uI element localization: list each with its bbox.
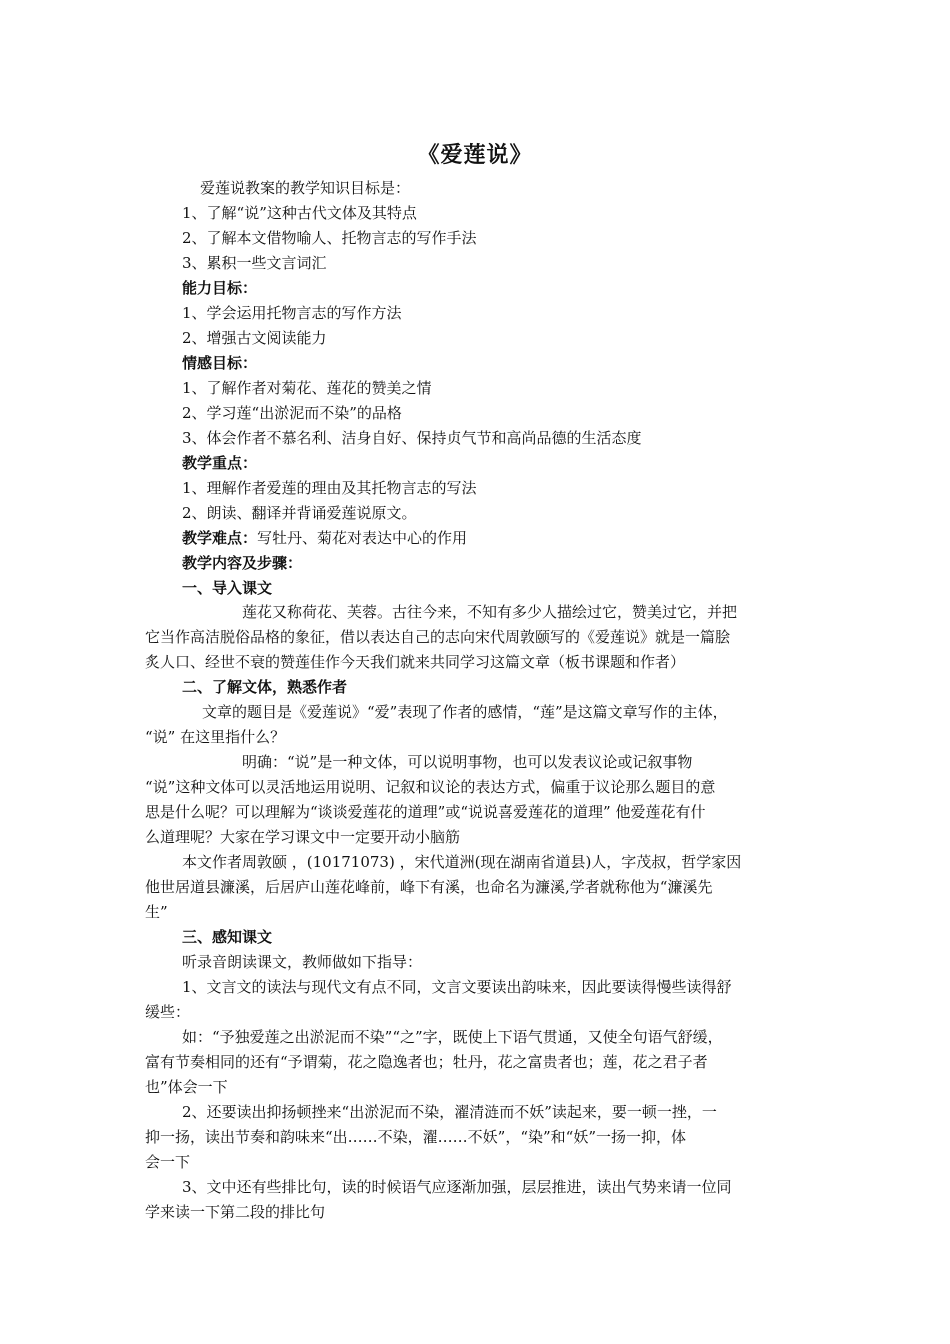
- paragraph-line: “说”这种文体可以灵活地运用说明、记叙和议论的表达方式，偏重于议论那么题目的意: [145, 778, 716, 796]
- paragraph-line: 抑一扬，读出节奏和韵味来“出……不染，濯……不妖”，“染”和“妖”一扬一抑，体: [145, 1128, 687, 1146]
- paragraph-line: 本文作者周敦颐 ，(10171073) ，宋代道洲(现在湖南省道县)人，字茂叔，哲学家因: [182, 853, 742, 871]
- emotion-goal-heading: 情感目标：: [182, 354, 258, 372]
- paragraph-line: 学来读一下第二段的排比句: [145, 1203, 326, 1221]
- paragraph-line: 它当作高洁脱俗品格的象征，借以表达自己的志向宋代周敦颐写的《爱莲说》就是一篇脍: [145, 628, 731, 646]
- content-steps-heading: 教学内容及步骤：: [182, 554, 303, 572]
- page-title: 《爱莲说》: [417, 143, 533, 168]
- paragraph-line: 炙人口、经世不衰的赞莲佳作今天我们就来共同学习这篇文章（板书课题和作者）: [145, 653, 686, 671]
- paragraph-line: 富有节奏相同的还有“予谓菊，花之隐逸者也；牡丹，花之富贵者也；莲，花之君子者: [145, 1053, 708, 1071]
- paragraph-line: 1、文言文的读法与现代文有点不同，文言文要读出韵味来，因此要读得慢些读得舒: [182, 978, 732, 996]
- ability-goal-heading: 能力目标：: [182, 279, 258, 297]
- paragraph-line: 生”: [145, 903, 168, 921]
- ability-goal-1: 1、学会运用托物言志的写作方法: [182, 304, 402, 322]
- paragraph-line: 他世居道县濂溪，后居庐山莲花峰前，峰下有溪，也命名为濂溪,学者就称他为“濂溪先: [145, 878, 713, 896]
- emotion-goal-3: 3、体会作者不慕名利、洁身自好、保持贞气节和高尚品德的生活态度: [182, 429, 642, 447]
- paragraph-line: 听录音朗读课文，教师做如下指导：: [182, 953, 423, 971]
- section-3-heading: 三、感知课文: [182, 928, 273, 946]
- key-points-heading: 教学重点：: [182, 454, 258, 472]
- emotion-goal-1: 1、了解作者对菊花、莲花的赞美之情: [182, 379, 432, 397]
- section-1-heading: 一、导入课文: [182, 579, 273, 597]
- paragraph-line: 思是什么呢？可以理解为“谈谈爱莲花的道理”或“说说喜爱莲花的道理” 他爱莲花有什: [145, 803, 706, 821]
- paragraph-line: 莲花又称荷花、芙蓉。古往今来，不知有多少人描绘过它，赞美过它，并把: [242, 603, 738, 621]
- knowledge-goal-1: 1、了解“说”这种古代文体及其特点: [182, 204, 417, 222]
- knowledge-goal-2: 2、了解本文借物喻人、托物言志的写作手法: [182, 229, 477, 247]
- paragraph-line: 缓些：: [145, 1003, 191, 1021]
- knowledge-goal-3: 3、累积一些文言词汇: [182, 254, 327, 272]
- paragraph-line: 2、还要读出抑扬顿挫来“出淤泥而不染，濯清涟而不妖”读起来，要一顿一挫，一: [182, 1103, 717, 1121]
- key-point-2: 2、朗读、翻译并背诵爱莲说原文。: [182, 504, 417, 522]
- paragraph-line: 会一下: [145, 1153, 191, 1171]
- paragraph-line: 文章的题目是《爱莲说》“爱”表现了作者的感情，“莲”是这篇文章写作的主体，: [202, 703, 728, 721]
- key-point-1: 1、理解作者爱莲的理由及其托物言志的写法: [182, 479, 477, 497]
- difficulty-label: 教学难点：: [182, 529, 258, 547]
- paragraph-line: “说” 在这里指什么？: [145, 728, 286, 746]
- emotion-goal-2: 2、学习莲“出淤泥而不染”的品格: [182, 404, 402, 422]
- paragraph-line: 3、文中还有些排比句，读的时候语气应逐渐加强，层层推进，读出气势来请一位同: [182, 1178, 732, 1196]
- paragraph-line: 明确：“说”是一种文体，可以说明事物，也可以发表议论或记叙事物: [242, 753, 693, 771]
- intro-line: 爱莲说教案的教学知识目标是：: [200, 179, 411, 197]
- paragraph-line: 么道理呢？大家在学习课文中一定要开动小脑筋: [145, 828, 461, 846]
- ability-goal-2: 2、增强古文阅读能力: [182, 329, 327, 347]
- section-2-heading: 二、了解文体，熟悉作者: [182, 678, 348, 696]
- difficulty-line: [182, 528, 467, 548]
- paragraph-line: 也”体会一下: [145, 1078, 228, 1096]
- paragraph-line: 如：“予独爱莲之出淤泥而不染”“之”字，既使上下语气贯通，又使全句语气舒缓，: [182, 1028, 723, 1046]
- difficulty-text: 写牡丹、菊花对表达中心的作用: [257, 529, 468, 547]
